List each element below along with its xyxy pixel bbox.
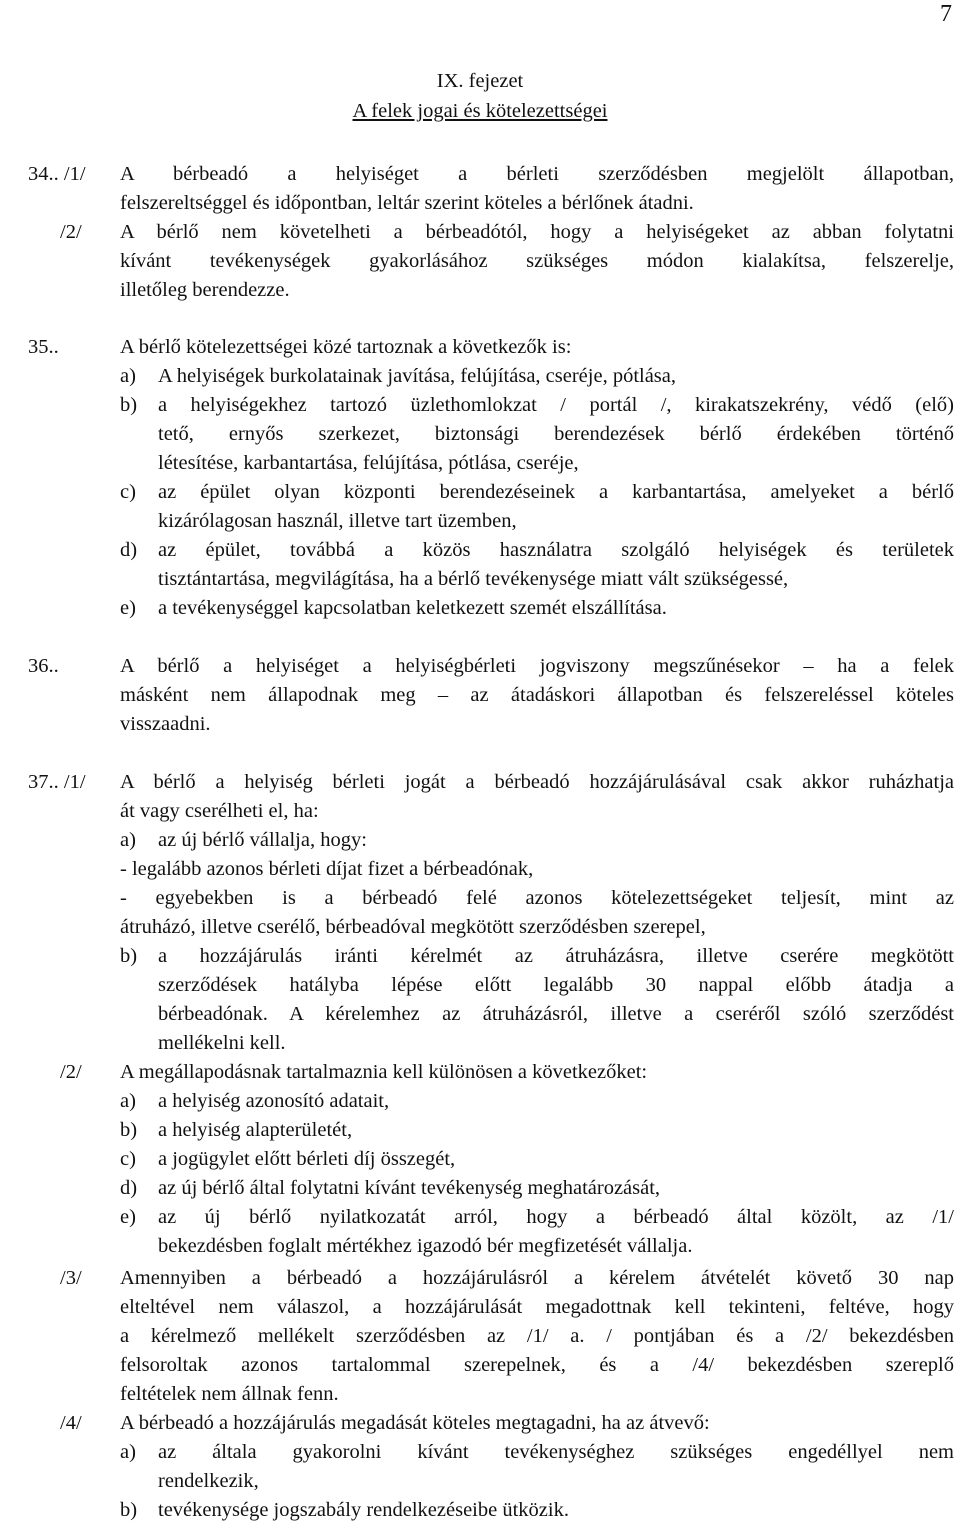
section-37-p4-label: /4/ bbox=[60, 1412, 82, 1434]
item-marker: e) bbox=[120, 597, 136, 619]
item-line: az általa gyakorolni kívánt tevékenységhez szükséges engedéllyel nem bbox=[158, 1441, 954, 1463]
chapter-title: A felek jogai és kötelezettségei bbox=[352, 100, 608, 122]
section-37-p1-dash-1: - legalább azonos bérleti díjat fizet a bérbeadónak, bbox=[120, 858, 534, 880]
section-37-p3-line-3: a kérelmező mellékelt szerződésben az /1/ a. / pontjában és a /2/ bekezdésben bbox=[120, 1325, 954, 1347]
item-line: a helyiségekhez tartozó üzlethomlokzat / portál /, kirakatszekrény, védő (elő) bbox=[158, 394, 954, 416]
item-line: tevékenysége jogszabály rendelkezéseibe ütközik. bbox=[158, 1499, 569, 1521]
item-line: a helyiség azonosító adatait, bbox=[158, 1090, 390, 1112]
section-37-p4-intro: A bérbeadó a hozzájárulás megadását köteles megtagadni, ha az átvevő: bbox=[120, 1412, 710, 1434]
item-marker: a) bbox=[120, 1441, 136, 1463]
section-37-p1-item-b bbox=[120, 942, 954, 1058]
section-37-p3-line-5: feltételek nem állnak fenn. bbox=[120, 1383, 339, 1405]
section-35-item-c bbox=[120, 478, 954, 536]
item-line: létesítése, karbantartása, felújítása, pótlása, cseréje, bbox=[158, 452, 579, 474]
chapter-number: IX. fejezet bbox=[436, 70, 524, 92]
item-line: mellékelni kell. bbox=[158, 1032, 286, 1054]
item-marker: c) bbox=[120, 481, 136, 503]
item-line: szerződések hatályba lépése előtt legalább 30 nappal előbb átadja a bbox=[158, 974, 954, 996]
item-line: bérbeadónak. A kérelemhez az átruházásról, illetve a cseréről szóló szerződést bbox=[158, 1003, 954, 1025]
section-34-p2-line-3: illetőleg berendezze. bbox=[120, 279, 290, 301]
item-line: az új bérlő nyilatkozatát arról, hogy a bérbeadó által közölt, az /1/ bbox=[158, 1206, 954, 1228]
item-marker: b) bbox=[120, 394, 138, 416]
item-marker: e) bbox=[120, 1206, 136, 1228]
section-34-number: 34.. /1/ bbox=[28, 163, 86, 185]
item-marker: d) bbox=[120, 1177, 138, 1199]
section-34-p2-line-2: kívánt tevékenységek gyakorlásához szükséges módon kialakítsa, felszerelje, bbox=[120, 250, 954, 272]
section-35-intro: A bérlő kötelezettségei közé tartoznak a következők is: bbox=[120, 336, 572, 358]
section-37-p3-label: /3/ bbox=[60, 1267, 82, 1289]
section-36-number: 36.. bbox=[28, 655, 59, 677]
section-36-line-3: visszaadni. bbox=[120, 713, 211, 735]
section-34-p1-line-2: felszereltséggel és időpontban, leltár szerint köteles a bérlőnek átadni. bbox=[120, 192, 694, 214]
item-marker: a) bbox=[120, 829, 136, 851]
item-line: bekezdésben foglalt mértékhez igazodó bér megfizetését vállalja. bbox=[158, 1235, 693, 1257]
section-37-p2-item-d bbox=[120, 1174, 954, 1203]
item-line: a jogügylet előtt bérleti díj összegét, bbox=[158, 1148, 456, 1170]
section-37-p2-item-b bbox=[120, 1116, 954, 1145]
item-line: az épület olyan központi berendezéseinek a karbantartása, amelyeket a bérlő bbox=[158, 481, 954, 503]
section-36-body bbox=[120, 652, 954, 739]
section-37-p1-item-a bbox=[120, 826, 954, 855]
section-35-number: 35.. bbox=[28, 336, 59, 358]
section-37-p2 bbox=[120, 1058, 954, 1261]
section-37-number: 37.. /1/ bbox=[28, 771, 86, 793]
item-line: az új bérlő vállalja, hogy: bbox=[158, 829, 367, 851]
item-line: a helyiség alapterületét, bbox=[158, 1119, 353, 1141]
section-37-p2-item-a bbox=[120, 1087, 954, 1116]
section-37-p1-line-1: A bérlő a helyiség bérleti jogát a bérbeadó hozzájárulásával csak akkor ruházhatja bbox=[120, 771, 954, 793]
section-37-p1-dash-2-line-2: átruházó, illetve cserélő, bérbeadóval megkötött szerződésben szerepel, bbox=[120, 916, 706, 938]
section-37-p2-item-c bbox=[120, 1145, 954, 1174]
section-34-p1-line-1: A bérbeadó a helyiséget a bérleti szerződésben megjelölt állapotban, bbox=[120, 163, 954, 185]
section-37-p2-intro: A megállapodásnak tartalmaznia kell különösen a következőket: bbox=[120, 1061, 648, 1083]
section-37-p3 bbox=[120, 1264, 954, 1409]
section-37-p3-line-4: felsoroltak azonos tartalommal szerepelnek, és a /4/ bekezdésben szereplő bbox=[120, 1354, 954, 1376]
item-marker: c) bbox=[120, 1148, 136, 1170]
item-marker: b) bbox=[120, 1499, 138, 1521]
section-34-p1 bbox=[120, 160, 954, 218]
section-34-p2-label: /2/ bbox=[60, 221, 82, 243]
section-37-p2-item-e bbox=[120, 1203, 954, 1261]
section-37-p1-line-2: át vagy cserélheti el, ha: bbox=[120, 800, 319, 822]
section-34-p2 bbox=[120, 218, 954, 305]
item-line: rendelkezik, bbox=[158, 1470, 259, 1492]
page-number: 7 bbox=[940, 1, 952, 27]
item-line: kizárólagosan használ, illetve tart üzemben, bbox=[158, 510, 517, 532]
section-37-p1 bbox=[120, 768, 954, 1058]
section-37-p4-item-b bbox=[120, 1496, 954, 1525]
item-marker: b) bbox=[120, 945, 138, 967]
item-marker: a) bbox=[120, 365, 136, 387]
section-35-item-a bbox=[120, 362, 954, 391]
item-marker: d) bbox=[120, 539, 138, 561]
item-line: tisztántartása, megvilágítása, ha a bérlő tevékenysége miatt vált szükségessé, bbox=[158, 568, 789, 590]
section-36-line-2: másként nem állapodnak meg – az átadáskori állapotban és felszereléssel köteles bbox=[120, 684, 954, 706]
section-37-p4 bbox=[120, 1409, 954, 1525]
section-37-p1-dash-2-line-1: - egyebekben is a bérbeadó felé azonos kötelezettségeket teljesít, mint az bbox=[120, 887, 954, 909]
section-37-p3-line-2: elteltével nem válaszol, a hozzájárulását megadottnak kell tekinteni, feltéve, hogy bbox=[120, 1296, 954, 1318]
item-line: az épület, továbbá a közös használatra szolgáló helyiségek és területek bbox=[158, 539, 954, 561]
section-35-item-e bbox=[120, 594, 954, 623]
item-line: az új bérlő által folytatni kívánt tevékenység meghatározását, bbox=[158, 1177, 661, 1199]
section-37-p4-item-a bbox=[120, 1438, 954, 1496]
section-35-item-b bbox=[120, 391, 954, 478]
section-34-p2-line-1: A bérlő nem követelheti a bérbeadótól, hogy a helyiségeket az abban folytatni bbox=[120, 221, 954, 243]
item-line: A helyiségek burkolatainak javítása, felújítása, cseréje, pótlása, bbox=[158, 365, 677, 387]
item-line: a tevékenységgel kapcsolatban keletkezett szemét elszállítása. bbox=[158, 597, 667, 619]
section-36-line-1: A bérlő a helyiséget a helyiségbérleti jogviszony megszűnésekor – ha a felek bbox=[120, 655, 954, 677]
item-line: tető, ernyős szerkezet, biztonsági berendezések bérlő érdekében történő bbox=[158, 423, 954, 445]
item-line: a hozzájárulás iránti kérelmét az átruházásra, illetve cserére megkötött bbox=[158, 945, 954, 967]
section-37-p2-label: /2/ bbox=[60, 1061, 82, 1083]
item-marker: b) bbox=[120, 1119, 138, 1141]
section-37-p3-line-1: Amennyiben a bérbeadó a hozzájárulásról a kérelem átvételét követő 30 nap bbox=[120, 1267, 954, 1289]
section-35-body bbox=[120, 333, 954, 623]
item-marker: a) bbox=[120, 1090, 136, 1112]
section-35-item-d bbox=[120, 536, 954, 594]
